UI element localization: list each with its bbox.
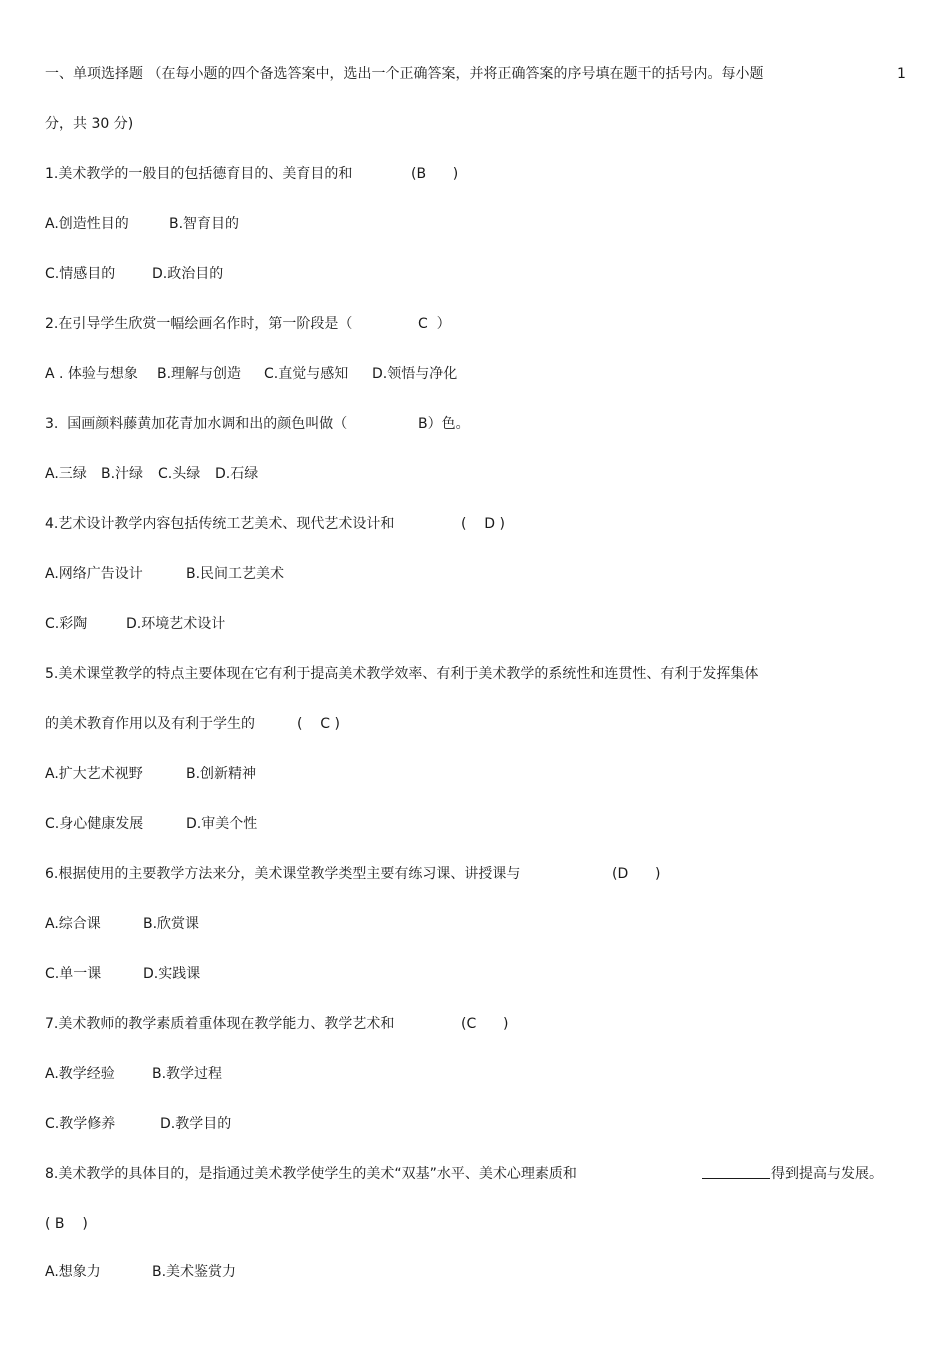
option: B.创新精神: [186, 766, 257, 782]
score-number: 1: [897, 66, 906, 82]
question-5-answer: ( C ): [297, 716, 340, 732]
option: C.教学修养: [45, 1116, 116, 1132]
option: A.想象力: [45, 1264, 101, 1280]
question-1-stem: 1.美术教学的一般目的包括德育目的、美育目的和 (B ): [45, 166, 459, 182]
option: D.教学目的: [160, 1116, 232, 1132]
question-8-answer-line: [45, 1214, 88, 1234]
option: D.石绿: [215, 466, 259, 482]
question-6-options-row-2: [45, 964, 201, 984]
question-5-options-row-2: [45, 814, 258, 834]
option: B.智育目的: [169, 216, 240, 232]
option: B.美术鉴赏力: [152, 1264, 237, 1280]
option: B.理解与创造: [157, 366, 242, 382]
option: C.身心健康发展: [45, 816, 144, 832]
option: A.扩大艺术视野: [45, 766, 143, 782]
question-8-answer: ( B ): [45, 1216, 88, 1232]
option: A.网络广告设计: [45, 566, 143, 582]
section-heading: [45, 64, 764, 84]
question-7-answer: (C ): [461, 1016, 509, 1032]
question-6-options-row-1: [45, 914, 200, 934]
question-5-options-row-1: [45, 764, 257, 784]
option: A.三绿: [45, 466, 87, 482]
option: D.领悟与净化: [372, 366, 458, 382]
option: C.彩陶: [45, 616, 88, 632]
question-1-options-row-1: [45, 214, 240, 234]
option: C.情感目的: [45, 266, 116, 282]
question-2-options: [45, 364, 458, 384]
question-3-stem: 3. 国画颜料藤黄加花青加水调和出的颜色叫做（ B）色。: [45, 416, 470, 432]
option: B.民间工艺美术: [186, 566, 285, 582]
option: D.政治目的: [152, 266, 224, 282]
option: B.教学过程: [152, 1066, 223, 1082]
option: A.综合课: [45, 916, 101, 932]
question-8-options: [45, 1262, 237, 1282]
option: B.汁绿: [101, 466, 144, 482]
option: A . 体验与想象: [45, 366, 138, 382]
option: D.审美个性: [186, 816, 258, 832]
question-3-options: [45, 464, 259, 484]
option: C.头绿: [158, 466, 201, 482]
question-1-answer: (B ): [411, 166, 459, 182]
question-7-stem: 7.美术教师的教学素质着重体现在教学能力、教学艺术和 (C ): [45, 1016, 509, 1032]
question-3-answer: B）色。: [418, 416, 470, 432]
option: D.实践课: [143, 966, 201, 982]
question-5-stem: 5.美术课堂教学的特点主要体现在它有利于提高美术教学效率、有利于美术教学的系统性和连贯性、有利于发挥集体: [45, 666, 759, 682]
question-5-stem-continued: 的美术教育作用以及有利于学生的 ( C ): [45, 716, 340, 732]
question-8-stem-tail: 得到提高与发展。: [771, 1166, 883, 1182]
option: C.直觉与感知: [264, 366, 349, 382]
option: A.教学经验: [45, 1066, 115, 1082]
question-1-options-row-2: [45, 264, 224, 284]
question-7-options-row-2: [45, 1114, 232, 1134]
question-8-stem: 8.美术教学的具体目的，是指通过美术教学使学生的美术“双基”水平、美术心理素质和 得到提高与发展。: [45, 1164, 54, 1184]
section-heading-continued: 分，共 30 分): [45, 116, 134, 132]
option: D.环境艺术设计: [126, 616, 226, 632]
question-4-answer: ( D ): [461, 516, 505, 532]
question-2-answer: C ）: [418, 316, 451, 332]
answer-blank: [702, 1164, 770, 1185]
question-6-answer: (D ): [612, 866, 661, 882]
question-4-stem: 4.艺术设计教学内容包括传统工艺美术、现代艺术设计和 ( D ): [45, 516, 505, 532]
question-6-stem: 6.根据使用的主要教学方法来分，美术课堂教学类型主要有练习课、讲授课与 (D ): [45, 866, 661, 882]
question-7-options-row-1: [45, 1064, 223, 1084]
option: C.单一课: [45, 966, 102, 982]
option: B.欣赏课: [143, 916, 200, 932]
question-4-options-row-2: [45, 614, 226, 634]
question-2-stem: 2.在引导学生欣赏一幅绘画名作时，第一阶段是（ C ）: [45, 316, 451, 332]
option: A.创造性目的: [45, 216, 129, 232]
question-4-options-row-1: [45, 564, 285, 584]
section-heading-text: 一、单项选择题 （在每小题的四个备选答案中，选出一个正确答案，并将正确答案的序号填在题干的括号内。每小题: [45, 66, 764, 82]
